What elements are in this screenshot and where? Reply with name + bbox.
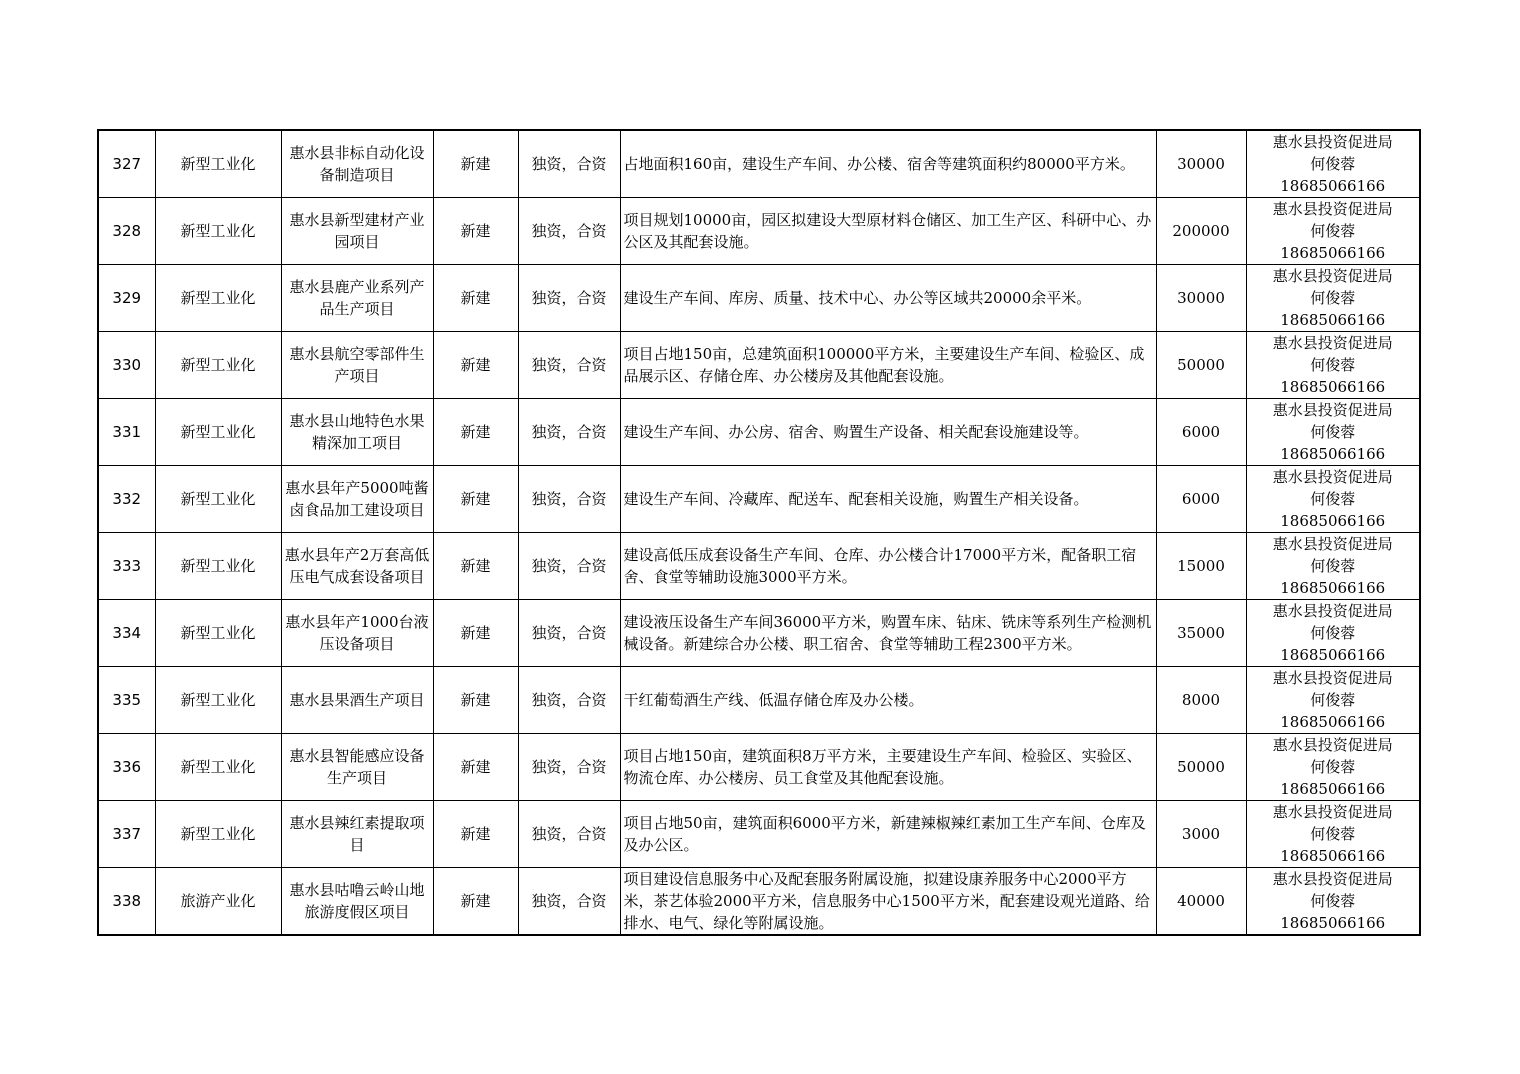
project-category: 新型工业化 — [155, 332, 281, 399]
contact-info — [1246, 533, 1420, 600]
investment-amount: 15000 — [1156, 533, 1246, 600]
contact-info — [1246, 198, 1420, 265]
cooperation-mode: 独资，合资 — [518, 466, 620, 533]
contact-person: 何俊蓉 — [1310, 691, 1356, 709]
investment-amount: 200000 — [1156, 198, 1246, 265]
table-row — [98, 130, 1420, 198]
table-row — [98, 667, 1420, 734]
project-name: 惠水县新型建材产业园项目 — [281, 198, 433, 265]
table-row — [98, 801, 1420, 868]
project-category: 新型工业化 — [155, 198, 281, 265]
contact-org: 惠水县投资促进局 — [1272, 736, 1393, 754]
construction-type: 新建 — [433, 466, 518, 533]
contact-org: 惠水县投资促进局 — [1272, 602, 1393, 620]
construction-type: 新建 — [433, 600, 518, 667]
table-row — [98, 533, 1420, 600]
project-number: 332 — [98, 466, 155, 533]
contact-phone: 18685066166 — [1280, 780, 1386, 798]
contact-phone: 18685066166 — [1280, 713, 1386, 731]
investment-amount: 30000 — [1156, 130, 1246, 198]
cooperation-mode: 独资，合资 — [518, 734, 620, 801]
cooperation-mode: 独资，合资 — [518, 868, 620, 936]
project-number: 334 — [98, 600, 155, 667]
project-number: 338 — [98, 868, 155, 936]
investment-amount: 50000 — [1156, 332, 1246, 399]
contact-org: 惠水县投资促进局 — [1272, 870, 1393, 888]
contact-phone: 18685066166 — [1280, 378, 1386, 396]
project-category: 新型工业化 — [155, 265, 281, 332]
cooperation-mode: 独资，合资 — [518, 801, 620, 868]
project-category: 新型工业化 — [155, 667, 281, 734]
contact-phone: 18685066166 — [1280, 512, 1386, 530]
project-table — [97, 129, 1421, 936]
project-category: 新型工业化 — [155, 600, 281, 667]
contact-person: 何俊蓉 — [1310, 356, 1356, 374]
project-name: 惠水县年产5000吨酱卤食品加工建设项目 — [281, 466, 433, 533]
contact-info — [1246, 399, 1420, 466]
project-description: 建设高低压成套设备生产车间、仓库、办公楼合计17000平方米，配备职工宿舍、食堂等辅助设施3000平方米。 — [620, 533, 1156, 600]
contact-org: 惠水县投资促进局 — [1272, 267, 1393, 285]
contact-phone: 18685066166 — [1280, 914, 1386, 932]
investment-amount: 30000 — [1156, 265, 1246, 332]
cooperation-mode: 独资，合资 — [518, 600, 620, 667]
project-name: 惠水县非标自动化设备制造项目 — [281, 130, 433, 198]
investment-amount: 50000 — [1156, 734, 1246, 801]
project-description: 建设液压设备生产车间36000平方米，购置车床、钻床、铣床等系列生产检测机械设备。新建综合办公楼、职工宿舍、食堂等辅助工程2300平方米。 — [620, 600, 1156, 667]
investment-amount: 40000 — [1156, 868, 1246, 936]
project-name: 惠水县鹿产业系列产品生产项目 — [281, 265, 433, 332]
table-row — [98, 198, 1420, 265]
table-row — [98, 868, 1420, 936]
cooperation-mode: 独资，合资 — [518, 332, 620, 399]
project-name: 惠水县辣红素提取项目 — [281, 801, 433, 868]
contact-phone: 18685066166 — [1280, 847, 1386, 865]
contact-org: 惠水县投资促进局 — [1272, 200, 1393, 218]
cooperation-mode: 独资，合资 — [518, 533, 620, 600]
project-description: 项目占地150亩，建筑面积8万平方米，主要建设生产车间、检验区、实验区、物流仓库、办公楼房、员工食堂及其他配套设施。 — [620, 734, 1156, 801]
contact-person: 何俊蓉 — [1310, 289, 1356, 307]
project-description: 项目占地150亩，总建筑面积100000平方米，主要建设生产车间、检验区、成品展示区、存储仓库、办公楼房及其他配套设施。 — [620, 332, 1156, 399]
project-number: 336 — [98, 734, 155, 801]
project-table-body — [98, 130, 1420, 935]
project-description: 项目占地50亩，建筑面积6000平方米，新建辣椒辣红素加工生产车间、仓库及及办公区。 — [620, 801, 1156, 868]
project-category: 旅游产业化 — [155, 868, 281, 936]
project-category: 新型工业化 — [155, 734, 281, 801]
contact-info — [1246, 332, 1420, 399]
project-description: 项目建设信息服务中心及配套服务附属设施，拟建设康养服务中心2000平方米，茶艺体验2000平方米，信息服务中心1500平方米，配套建设观光道路、给排水、电气、绿化等附属设施。 — [620, 868, 1156, 936]
investment-amount: 6000 — [1156, 466, 1246, 533]
project-description: 建设生产车间、冷藏库、配送车、配套相关设施，购置生产相关设备。 — [620, 466, 1156, 533]
contact-info — [1246, 466, 1420, 533]
construction-type: 新建 — [433, 130, 518, 198]
contact-phone: 18685066166 — [1280, 177, 1386, 195]
construction-type: 新建 — [433, 332, 518, 399]
project-category: 新型工业化 — [155, 466, 281, 533]
investment-amount: 6000 — [1156, 399, 1246, 466]
contact-org: 惠水县投资促进局 — [1272, 535, 1393, 553]
contact-person: 何俊蓉 — [1310, 892, 1356, 910]
contact-phone: 18685066166 — [1280, 311, 1386, 329]
table-row — [98, 734, 1420, 801]
contact-org: 惠水县投资促进局 — [1272, 669, 1393, 687]
contact-info — [1246, 801, 1420, 868]
project-number: 329 — [98, 265, 155, 332]
contact-org: 惠水县投资促进局 — [1272, 401, 1393, 419]
project-description: 干红葡萄酒生产线、低温存储仓库及办公楼。 — [620, 667, 1156, 734]
contact-person: 何俊蓉 — [1310, 758, 1356, 776]
contact-person: 何俊蓉 — [1310, 557, 1356, 575]
cooperation-mode: 独资，合资 — [518, 399, 620, 466]
investment-amount: 3000 — [1156, 801, 1246, 868]
cooperation-mode: 独资，合资 — [518, 198, 620, 265]
project-name: 惠水县果酒生产项目 — [281, 667, 433, 734]
construction-type: 新建 — [433, 868, 518, 936]
contact-person: 何俊蓉 — [1310, 624, 1356, 642]
construction-type: 新建 — [433, 198, 518, 265]
table-row — [98, 332, 1420, 399]
project-category: 新型工业化 — [155, 399, 281, 466]
contact-person: 何俊蓉 — [1310, 222, 1356, 240]
project-name: 惠水县年产2万套高低压电气成套设备项目 — [281, 533, 433, 600]
project-number: 330 — [98, 332, 155, 399]
contact-person: 何俊蓉 — [1310, 423, 1356, 441]
project-description: 占地面积160亩，建设生产车间、办公楼、宿舍等建筑面积约80000平方米。 — [620, 130, 1156, 198]
project-description: 项目规划10000亩，园区拟建设大型原材料仓储区、加工生产区、科研中心、办公区及其配套设施。 — [620, 198, 1156, 265]
construction-type: 新建 — [433, 399, 518, 466]
contact-info — [1246, 130, 1420, 198]
contact-phone: 18685066166 — [1280, 445, 1386, 463]
project-name: 惠水县山地特色水果精深加工项目 — [281, 399, 433, 466]
construction-type: 新建 — [433, 734, 518, 801]
project-number: 327 — [98, 130, 155, 198]
cooperation-mode: 独资，合资 — [518, 265, 620, 332]
table-row — [98, 600, 1420, 667]
contact-person: 何俊蓉 — [1310, 825, 1356, 843]
contact-org: 惠水县投资促进局 — [1272, 133, 1393, 151]
project-category: 新型工业化 — [155, 801, 281, 868]
construction-type: 新建 — [433, 667, 518, 734]
contact-org: 惠水县投资促进局 — [1272, 468, 1393, 486]
investment-amount: 35000 — [1156, 600, 1246, 667]
cooperation-mode: 独资，合资 — [518, 667, 620, 734]
project-number: 331 — [98, 399, 155, 466]
project-category: 新型工业化 — [155, 533, 281, 600]
contact-info — [1246, 868, 1420, 936]
construction-type: 新建 — [433, 533, 518, 600]
contact-info — [1246, 600, 1420, 667]
contact-info — [1246, 734, 1420, 801]
contact-info — [1246, 667, 1420, 734]
table-row — [98, 399, 1420, 466]
contact-person: 何俊蓉 — [1310, 155, 1356, 173]
contact-org: 惠水县投资促进局 — [1272, 803, 1393, 821]
contact-person: 何俊蓉 — [1310, 490, 1356, 508]
project-number: 335 — [98, 667, 155, 734]
project-description: 建设生产车间、办公房、宿舍、购置生产设备、相关配套设施建设等。 — [620, 399, 1156, 466]
project-name: 惠水县智能感应设备生产项目 — [281, 734, 433, 801]
project-name: 惠水县航空零部件生产项目 — [281, 332, 433, 399]
table-row — [98, 466, 1420, 533]
contact-info — [1246, 265, 1420, 332]
project-name: 惠水县年产1000台液压设备项目 — [281, 600, 433, 667]
project-number: 333 — [98, 533, 155, 600]
construction-type: 新建 — [433, 801, 518, 868]
contact-phone: 18685066166 — [1280, 579, 1386, 597]
investment-amount: 8000 — [1156, 667, 1246, 734]
project-number: 328 — [98, 198, 155, 265]
project-description: 建设生产车间、库房、质量、技术中心、办公等区域共20000余平米。 — [620, 265, 1156, 332]
cooperation-mode: 独资，合资 — [518, 130, 620, 198]
project-category: 新型工业化 — [155, 130, 281, 198]
contact-org: 惠水县投资促进局 — [1272, 334, 1393, 352]
table-row — [98, 265, 1420, 332]
project-name: 惠水县咕噜云岭山地旅游度假区项目 — [281, 868, 433, 936]
project-number: 337 — [98, 801, 155, 868]
contact-phone: 18685066166 — [1280, 646, 1386, 664]
contact-phone: 18685066166 — [1280, 244, 1386, 262]
construction-type: 新建 — [433, 265, 518, 332]
